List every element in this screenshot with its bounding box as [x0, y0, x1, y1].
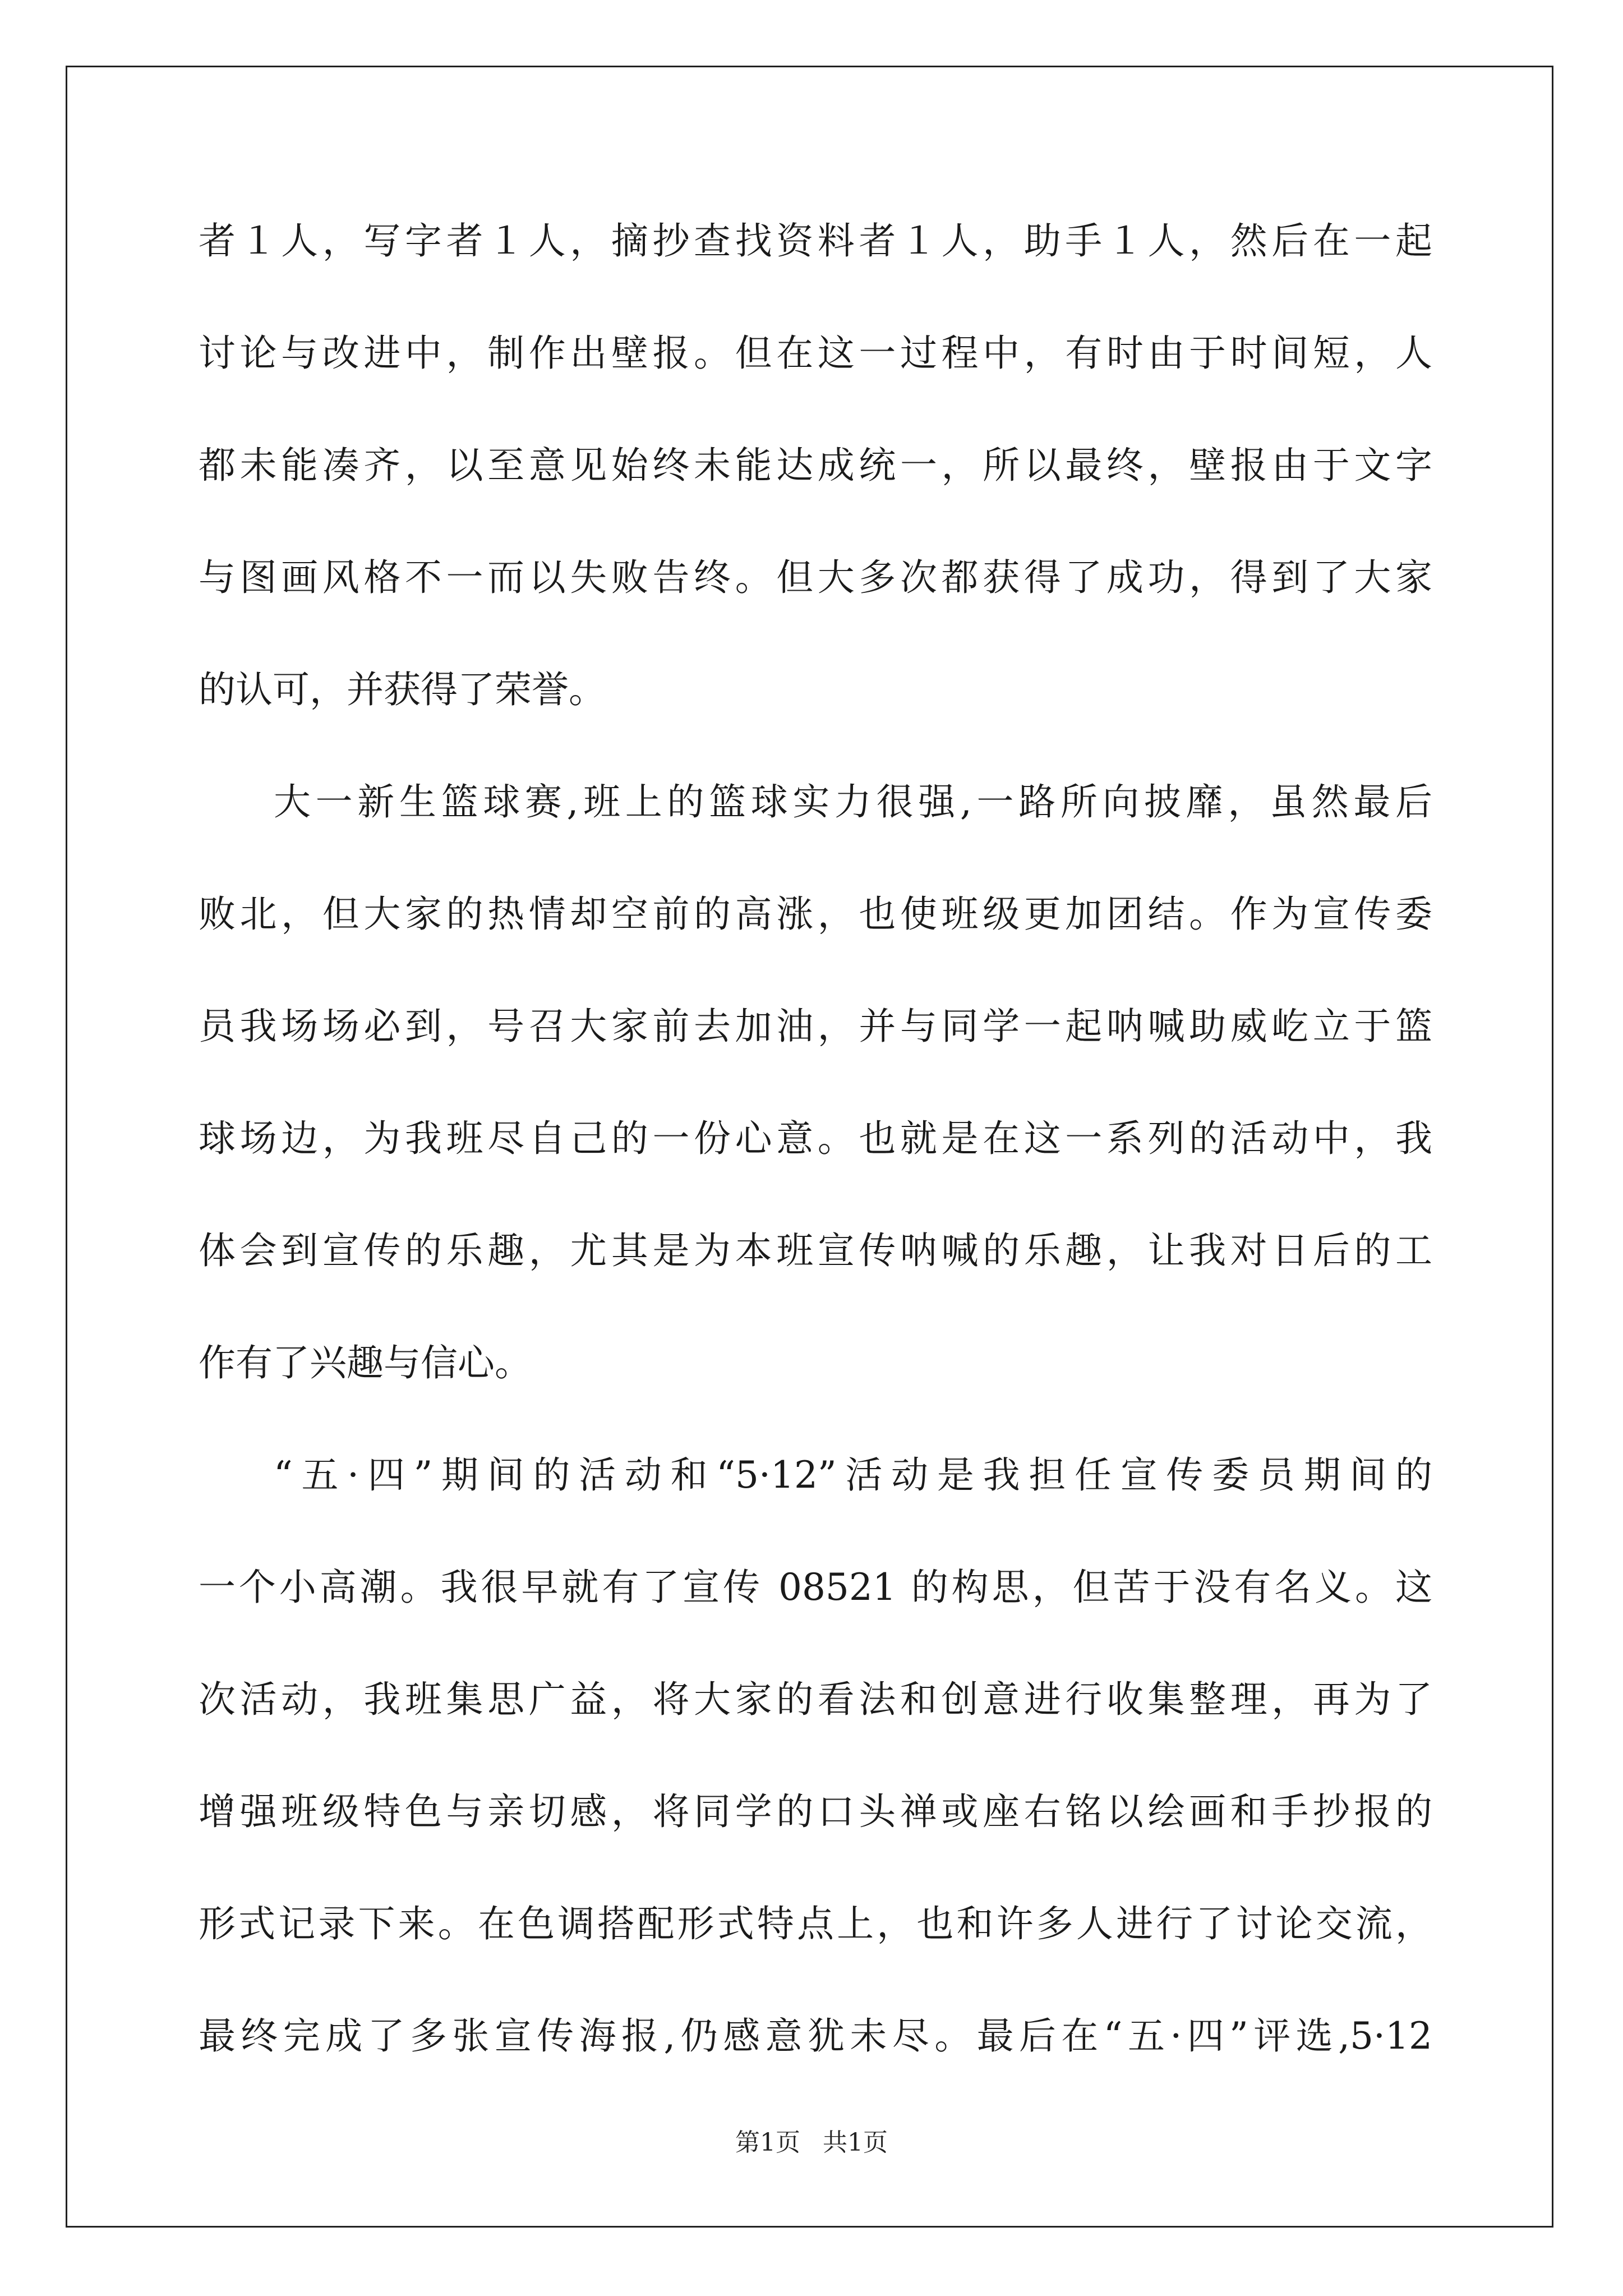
document-body: [199, 213, 1432, 2120]
paragraph-first-line: “五·四”期间的活动和“5·12”活动是我担任宣传委员期间的: [274, 1453, 1432, 1497]
page-total: 共1页: [823, 2128, 888, 2157]
paragraph-first-line: 大一新生篮球赛,班上的篮球实力很强,一路所向披靡，虽然最后: [274, 780, 1432, 823]
text-line: 员我场场必到，号召大家前去加油，并与同学一起呐喊助威屹立于篮: [199, 1005, 1432, 1048]
text-line: 最终完成了多张宣传海报,仍感意犹未尽。最后在“五·四”评选,5·12: [199, 2014, 1432, 2058]
text-line: 次活动，我班集思广益，将大家的看法和创意进行收集整理，再为了: [199, 1678, 1432, 1721]
text-line: 的认可，并获得了荣誉。: [199, 668, 606, 711]
text-line: 败北，但大家的热情却空前的高涨，也使班级更加团结。作为宣传委: [199, 892, 1432, 936]
page-footer: [0, 2126, 1623, 2160]
text-line: 一个小高潮。我很早就有了宣传 08521 的构思，但苦于没有名义。这: [199, 1566, 1432, 1609]
text-line: 形式记录下来。在色调搭配形式特点上，也和许多人进行了讨论交流，: [199, 1902, 1432, 1945]
text-line: 增强班级特色与亲切感，将同学的口头禅或座右铭以绘画和手抄报的: [199, 1790, 1432, 1833]
text-line: 讨论与改进中，制作出壁报。但在这一过程中，有时由于时间短，人: [199, 332, 1432, 375]
text-line: 都未能凑齐，以至意见始终未能达成统一，所以最终，壁报由于文字: [199, 444, 1432, 487]
text-line: 作有了兴趣与信心。: [199, 1341, 532, 1384]
text-line: 者１人，写字者１人，摘抄查找资料者１人，助手１人，然后在一起: [199, 219, 1432, 263]
text-line: 球场边，为我班尽自己的一份心意。也就是在这一系列的活动中，我: [199, 1117, 1432, 1160]
page-number: 第1页: [735, 2128, 800, 2157]
text-line: 与图画风格不一而以失败告终。但大多次都获得了成功，得到了大家: [199, 556, 1432, 599]
text-line: 体会到宣传的乐趣，尤其是为本班宣传呐喊的乐趣，让我对日后的工: [199, 1229, 1432, 1272]
